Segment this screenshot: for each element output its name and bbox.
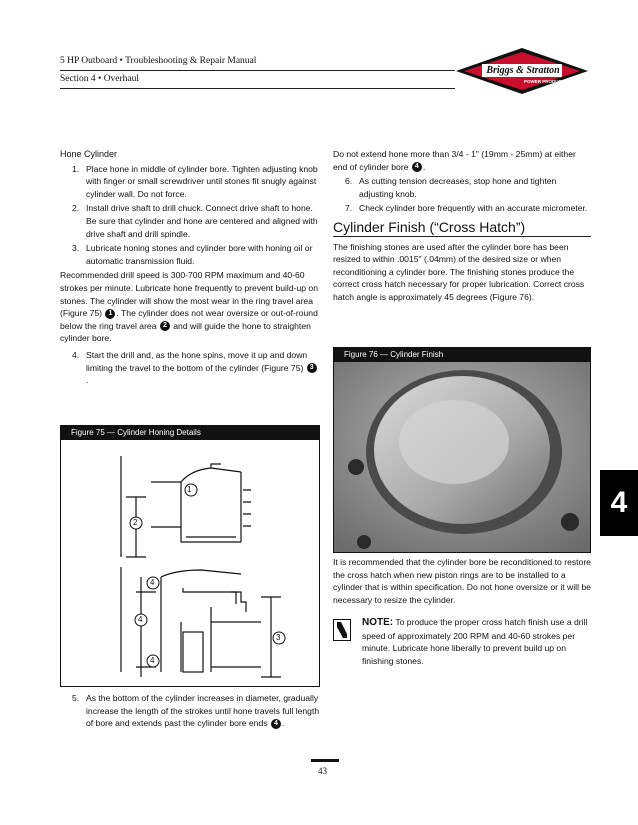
header-rule-1 bbox=[60, 70, 455, 71]
note-icon bbox=[333, 619, 351, 641]
heading-rule bbox=[333, 236, 591, 237]
steps-list-a bbox=[60, 163, 320, 268]
logo-subtext: POWER PRODUCTS bbox=[524, 79, 568, 84]
page-number: 43 bbox=[318, 766, 327, 776]
callout-4-bottom: 4 bbox=[271, 719, 281, 729]
right-column bbox=[333, 148, 591, 304]
cylinder-finish-heading: Cylinder Finish (“Cross Hatch”) bbox=[333, 218, 526, 235]
step-4: 4. Start the drill and, as the hone spins, move it up and down limiting the travel to the bottom of the cylinder (Figure 75) 3. bbox=[72, 349, 320, 387]
fig75-label-4b: 4 bbox=[138, 615, 143, 624]
figure-75-title: Figure 75 — Cylinder Honing Details bbox=[61, 426, 319, 440]
fig75-label-4a: 4 bbox=[150, 578, 155, 587]
briggs-stratton-logo bbox=[452, 46, 592, 96]
cylinder-honing-diagram bbox=[61, 442, 319, 688]
figure-75 bbox=[60, 425, 320, 687]
header-line-2: Section 4 • Overhaul bbox=[60, 74, 140, 84]
callout-2: 2 bbox=[160, 321, 170, 331]
figure-76-title: Figure 76 — Cylinder Finish bbox=[334, 348, 590, 362]
recondition-paragraph: It is recommended that the cylinder bore be reconditioned to restore the cross hatch when new piston rings are to be installed to a cylinder that is within specification. Do not hone oversize or it will be necessary to resize the cylinder. bbox=[333, 557, 591, 605]
step-item: 1. Place hone in middle of cylinder bore. Tighten adjusting knob with finger or small screwdriver until stones fit snugly against cylinder wall. Do not force. bbox=[72, 163, 318, 199]
figure-76 bbox=[333, 347, 591, 553]
step-item: 6. As cutting tension decreases, stop hone and tighten adjusting knob. bbox=[345, 176, 557, 199]
callout-1: 1 bbox=[105, 309, 115, 319]
step-5: 5. As the bottom of the cylinder increases in diameter, gradually increase the length of the strokes until hone travels full length of bore and extends past the cylinder bore ends 4 . bbox=[72, 693, 320, 729]
drill-speed-paragraph: Recommended drill speed is 300-700 RPM maximum and 40-60 strokes per minute. Lubricate hone frequently to prevent build-up on stones. The cylinder will show the most wear in the ring travel area (Figure 75) 1 . The cylinder does not wear oversize or out-of-round below the ring travel area 2 and will guide the hone to straighten cylinder bore. bbox=[60, 270, 318, 344]
section-tab: 4 bbox=[600, 470, 638, 536]
cylinder-finish-photo bbox=[334, 362, 590, 552]
fig75-label-2: 2 bbox=[133, 518, 138, 527]
note-text: To produce the proper cross hatch finish use a drill speed of approximately 200 RPM and 40-60 strokes per minute. Lubricate hone liberally to prevent build up on finishing stones. bbox=[362, 617, 588, 666]
hone-cylinder-title: Hone Cylinder bbox=[60, 149, 118, 159]
extend-hone-paragraph: Do not extend hone more than 3/4 - 1" (19mm - 25mm) at either end of cylinder bore 4 . bbox=[333, 149, 576, 172]
step-item: 2. Install drive shaft to drill chuck. Connect drive shaft to hone. Be sure that cylinder and hone are centered and aligned with drive shaft and drill spindle. bbox=[72, 203, 318, 239]
logo-text: Briggs & Stratton bbox=[486, 65, 560, 76]
header-rule-2 bbox=[60, 88, 455, 89]
note-label: NOTE: bbox=[362, 617, 394, 628]
callout-3: 3 bbox=[307, 363, 317, 373]
footer-bar bbox=[311, 759, 339, 762]
finishing-stones-paragraph: The finishing stones are used after the cylinder bore has been resized to within .0015" (.04mm) of the desired size or when reconditioning a cylinder bore. The finishing stones produce the correct cross hatch necessary for proper lubrication. Correct cross hatch angle is approximately 45 degrees (Figure 76). bbox=[333, 241, 585, 302]
step-item: 3. Lubricate honing stones and cylinder bore with honing oil or automatic transmission fluid. bbox=[72, 243, 313, 266]
steps-list-b bbox=[333, 175, 591, 215]
step-item: 7. Check cylinder bore frequently with an accurate micrometer. bbox=[345, 203, 588, 214]
left-column bbox=[60, 148, 320, 387]
fig75-label-4c: 4 bbox=[150, 656, 155, 665]
note-block bbox=[362, 616, 590, 667]
header-line-1: 5 HP Outboard • Troubleshooting & Repair Manual bbox=[60, 56, 257, 66]
callout-4-top: 4 bbox=[412, 162, 422, 172]
fig75-label-1: 1 bbox=[187, 485, 192, 494]
fig75-label-3: 3 bbox=[276, 633, 281, 642]
